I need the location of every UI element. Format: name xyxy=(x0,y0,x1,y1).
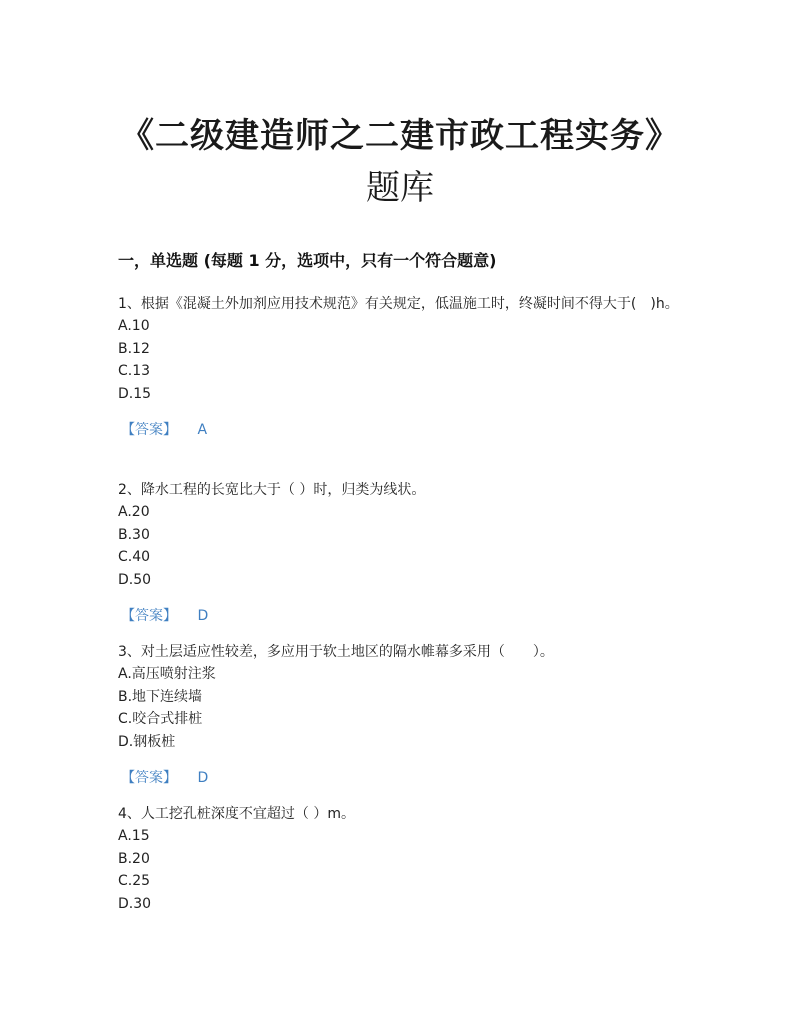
question-stem: 2、降水工程的长宽比大于（ ）时，归类为线状。 xyxy=(118,482,426,498)
document-subtitle: 题库 xyxy=(366,168,434,208)
question-3 xyxy=(118,641,688,789)
option-b: B.12 xyxy=(118,340,150,357)
option-a: A.20 xyxy=(118,504,150,520)
answer-label: 【答案】 xyxy=(121,607,177,624)
option-a: A.15 xyxy=(118,828,150,844)
question-stem: 4、人工挖孔桩深度不宜超过（ ）m。 xyxy=(118,806,355,822)
answer-line xyxy=(118,767,688,789)
option-b: B.地下连续墙 xyxy=(118,688,203,705)
option-b: B.20 xyxy=(118,850,150,867)
option-c: C.25 xyxy=(118,873,151,890)
question-4 xyxy=(118,803,688,916)
option-c: C.13 xyxy=(118,363,151,380)
option-d: D.30 xyxy=(118,896,152,913)
option-c: C.咬合式排桩 xyxy=(118,711,203,728)
question-stem: 3、对土层适应性较差，多应用于软土地区的隔水帷幕多采用（ ）。 xyxy=(118,644,554,660)
section-heading: 一，单选题 (每题 1 分，选项中，只有一个符合题意) xyxy=(118,251,497,270)
question-2 xyxy=(118,479,688,627)
answer-label: 【答案】 xyxy=(121,421,177,438)
answer-value: A xyxy=(197,421,208,438)
question-stem: 1、根据《混凝土外加剂应用技术规范》有关规定，低温施工时，终凝时间不得大于( )h。 xyxy=(118,296,679,312)
option-a: A.高压喷射注浆 xyxy=(118,666,216,682)
answer-value: D xyxy=(197,769,209,786)
option-b: B.30 xyxy=(118,526,150,543)
answer-line xyxy=(118,419,688,441)
answer-label: 【答案】 xyxy=(121,769,177,786)
document-title: 《二级建造师之二建市政工程实务》 xyxy=(120,116,680,156)
answer-line xyxy=(118,605,688,627)
option-d: D.钢板桩 xyxy=(118,734,176,751)
option-c: C.40 xyxy=(118,549,151,566)
option-d: D.50 xyxy=(118,572,152,589)
option-d: D.15 xyxy=(118,386,152,403)
option-a: A.10 xyxy=(118,318,150,334)
answer-value: D xyxy=(197,607,209,624)
question-1 xyxy=(118,293,688,441)
